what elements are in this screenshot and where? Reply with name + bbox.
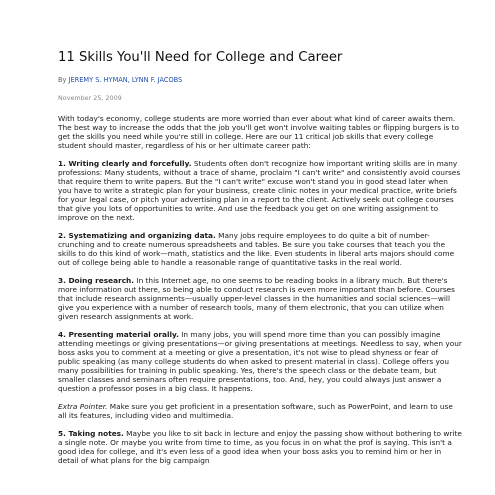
section-heading: 5. Taking notes. (58, 429, 124, 439)
section-body: Many jobs require employees to do quite a bit of number-crunching and to create numerous spreadsheets and tables. Be sure you take courses that teach you the skills to do this kind of work—math, statistics and the like. Even students in liberal arts majors should come out of college being able to handle a reasonable range of quantitative tasks in the real world. (58, 230, 455, 267)
article (58, 50, 462, 475)
section-body: Make sure you get proficient in a presentation software, such as PowerPoint, and learn to use all its features, including video and multimedia. (58, 401, 453, 420)
section-paragraph (58, 331, 462, 393)
section-body: Students often don't recognize how important writing skills are in many professions: Many students, without a trace of shame, proclaim "I can't write" and consistently avoid courses that require them to write papers. But the "I can't write" excuse won't stand you in good stead later when you have to write a strategic plan for your business, create clinic notes in your medical practice, write briefs for your legal case, or pitch your advertising plan in a report to the client. Actively seek out college courses that give you lots of opportunities to write. And use the feedback you get on one writing assignment to improve on the next. (58, 159, 461, 222)
extra-pointer-paragraph (58, 403, 462, 421)
section-paragraph (58, 232, 462, 268)
section-heading: 4. Presenting material orally. (58, 330, 179, 340)
section-paragraph (58, 430, 462, 466)
article-title: 11 Skills You'll Need for College and Career (58, 50, 343, 65)
byline-prefix: By (58, 76, 67, 84)
section-body: In many jobs, you will spend more time than you can possibly imagine attending meetings or giving presentations—or giving presentations at meetings. Needless to say, when your boss asks you to comment at a meeting or give a presentation, it's not wise to plead shyness or fear of public speaking (as many college students do when asked to present material in class). College offers you many possibilities for training in public speaking. Yes, there's the speech class or the debate team, but smaller classes and seminars often require presentations, too. And, hey, you could always just answer a question a professor poses in a big class. It happens. (58, 330, 462, 393)
author-link[interactable]: JEREMY S. HYMAN, LYNN F. JACOBS (68, 76, 183, 84)
section-paragraph (58, 160, 462, 222)
section-heading: 2. Systematizing and organizing data. (58, 230, 216, 240)
byline (58, 76, 462, 85)
publish-date: November 25, 2009 (58, 94, 122, 102)
section-heading: 1. Writing clearly and forcefully. (58, 159, 192, 169)
extra-pointer-heading: Extra Pointer. (58, 401, 108, 411)
section-body: Maybe you like to sit back in lecture and enjoy the passing show without bothering to write a single note. Or maybe you write from time to time, as you focus in on what the prof is saying. This isn't a good idea for college, and it's even less of a good idea when your boss asks you to remind him or her in detail of what plans for the big campaign (58, 429, 462, 465)
intro-paragraph: With today's economy, college students are more worried than ever about what kind of career awaits them. The best way to increase the odds that the job you'll get won't involve waiting tables or flipping burgers is to get the skills you need while you're still in college. Here are our 11 critical job skills that every college student should master, regardless of his or her ultimate career path: (58, 114, 459, 150)
section-body: In this Internet age, no one seems to be reading books in a library much. But there's more information out there, so being able to conduct research is even more important than before. Courses that include research assignments—usually upper-level classes in the humanities and social sciences—will give you experience with a number of research tools, many of them electronic, that you can utilize when given research assignments at work. (58, 276, 456, 321)
section-heading: 3. Doing research. (58, 276, 135, 286)
section-paragraph (58, 277, 462, 322)
